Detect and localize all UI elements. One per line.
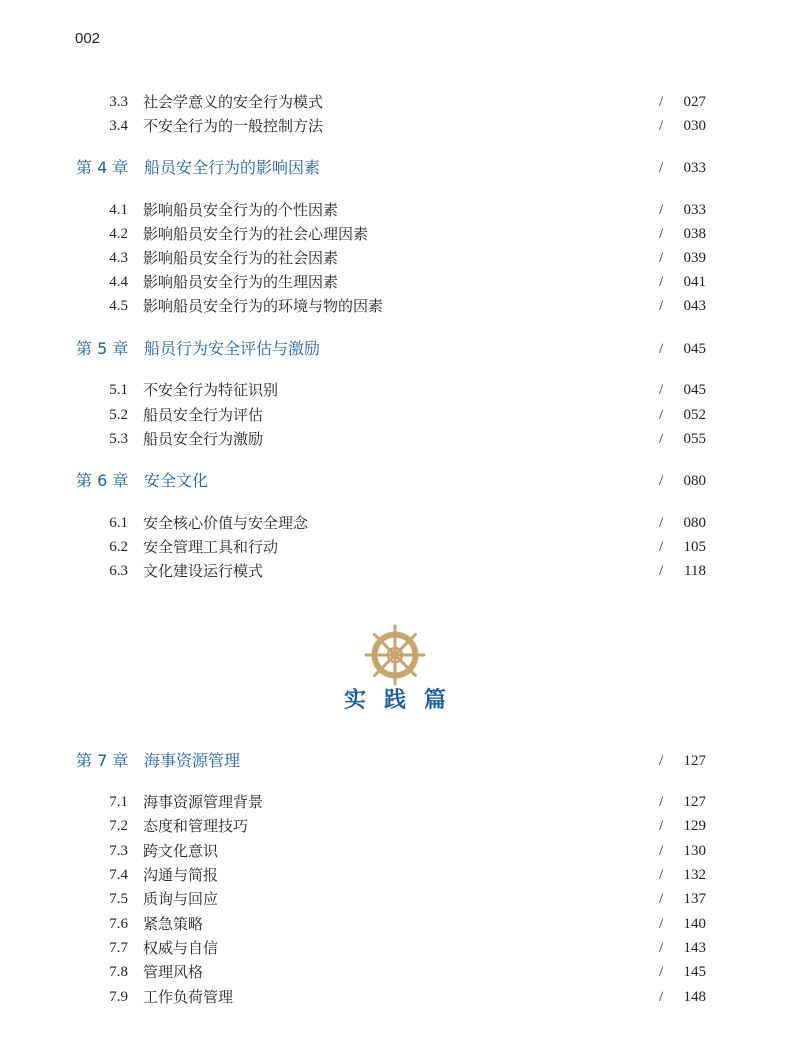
toc-entry[interactable]	[0, 427, 790, 451]
separator-slash: /	[659, 226, 664, 242]
separator-slash: /	[659, 473, 664, 489]
section-title: 影响船员安全行为的生理因素	[143, 273, 339, 291]
chapter-label: 第 6 章	[76, 471, 129, 490]
section-title: 社会学意义的安全行为模式	[143, 93, 324, 111]
page-ref: 045	[683, 382, 706, 398]
page-ref: 129	[683, 818, 706, 834]
page-ref: 143	[683, 940, 706, 956]
section-title: 不安全行为特征识别	[143, 381, 279, 399]
separator-slash: /	[659, 794, 664, 810]
toc-entry[interactable]	[0, 246, 790, 270]
chapter-label: 第 4 章	[76, 158, 129, 177]
page-ref: 055	[683, 431, 706, 447]
section-number: 3.4	[109, 118, 128, 134]
part-title: 实践篇	[343, 687, 464, 713]
chapter-label: 第 7 章	[76, 751, 129, 770]
section-number: 7.8	[109, 964, 128, 980]
separator-slash: /	[659, 989, 664, 1005]
toc-entry[interactable]	[0, 936, 790, 960]
page-ref: 127	[683, 794, 706, 810]
page-ref: 039	[683, 250, 706, 266]
separator-slash: /	[659, 539, 664, 555]
separator-slash: /	[659, 916, 664, 932]
section-title: 管理风格	[143, 963, 204, 981]
section-title: 沟通与简报	[143, 866, 219, 884]
section-number: 5.1	[109, 382, 128, 398]
page-ref: 043	[683, 298, 706, 314]
section-title: 不安全行为的一般控制方法	[143, 117, 324, 135]
page-ref: 045	[683, 341, 706, 357]
toc-entry[interactable]	[0, 790, 790, 814]
toc-entry[interactable]	[0, 511, 790, 535]
section-number: 4.4	[109, 274, 128, 290]
page-ref: 148	[683, 989, 706, 1005]
section-title: 态度和管理技巧	[143, 817, 249, 835]
chapter-label: 第 5 章	[76, 339, 129, 358]
section-title: 跨文化意识	[143, 842, 219, 860]
page-ref: 080	[683, 473, 706, 489]
toc-entry[interactable]	[0, 198, 790, 222]
toc-entry[interactable]	[0, 839, 790, 863]
separator-slash: /	[659, 563, 664, 579]
separator-slash: /	[659, 160, 664, 176]
toc-entry[interactable]	[0, 270, 790, 294]
section-title: 安全管理工具和行动	[143, 538, 279, 556]
page-ref: 041	[683, 274, 706, 290]
section-title: 影响船员安全行为的社会因素	[143, 249, 339, 267]
ship-wheel-icon	[364, 624, 426, 686]
chapter-heading[interactable]	[0, 337, 790, 361]
section-number: 4.5	[109, 298, 128, 314]
toc-entry[interactable]	[0, 535, 790, 559]
page-ref: 137	[683, 891, 706, 907]
chapter-title: 船员安全行为的影响因素	[144, 158, 321, 177]
section-number: 4.1	[109, 202, 128, 218]
separator-slash: /	[659, 382, 664, 398]
page-ref: 140	[683, 916, 706, 932]
toc-entry[interactable]	[0, 912, 790, 936]
separator-slash: /	[659, 407, 664, 423]
separator-slash: /	[659, 753, 664, 769]
page-ref: 038	[683, 226, 706, 242]
section-number: 7.9	[109, 989, 128, 1005]
chapter-heading[interactable]	[0, 156, 790, 180]
toc-entry[interactable]	[0, 114, 790, 138]
section-number: 7.2	[109, 818, 128, 834]
section-title: 安全核心价值与安全理念	[143, 514, 309, 532]
chapter-title: 船员行为安全评估与激励	[144, 339, 321, 358]
section-number: 5.3	[109, 431, 128, 447]
chapter-title: 安全文化	[144, 471, 209, 490]
section-number: 4.2	[109, 226, 128, 242]
section-number: 5.2	[109, 407, 128, 423]
toc-entry[interactable]	[0, 90, 790, 114]
separator-slash: /	[659, 891, 664, 907]
separator-slash: /	[659, 431, 664, 447]
section-number: 7.1	[109, 794, 128, 810]
chapter-title: 海事资源管理	[144, 751, 241, 770]
toc-entry[interactable]	[0, 960, 790, 984]
toc-entry[interactable]	[0, 403, 790, 427]
section-number: 7.5	[109, 891, 128, 907]
section-number: 3.3	[109, 94, 128, 110]
section-number: 6.1	[109, 515, 128, 531]
section-title: 影响船员安全行为的个性因素	[143, 201, 339, 219]
section-number: 4.3	[109, 250, 128, 266]
section-number: 7.4	[109, 867, 128, 883]
page-ref: 052	[683, 407, 706, 423]
section-title: 文化建设运行模式	[143, 562, 264, 580]
toc-entry[interactable]	[0, 559, 790, 583]
section-title: 船员安全行为评估	[143, 406, 264, 424]
page-number: 002	[75, 30, 101, 47]
page-ref: 105	[683, 539, 706, 555]
toc-entry[interactable]	[0, 985, 790, 1009]
separator-slash: /	[659, 202, 664, 218]
section-title: 权威与自信	[143, 939, 219, 957]
page-ref: 130	[683, 843, 706, 859]
section-title: 紧急策略	[143, 915, 204, 933]
separator-slash: /	[659, 250, 664, 266]
toc-entry[interactable]	[0, 222, 790, 246]
separator-slash: /	[659, 940, 664, 956]
toc-entry[interactable]	[0, 294, 790, 318]
toc-entry[interactable]	[0, 378, 790, 402]
separator-slash: /	[659, 818, 664, 834]
separator-slash: /	[659, 964, 664, 980]
section-number: 7.7	[109, 940, 128, 956]
page-ref: 033	[683, 202, 706, 218]
separator-slash: /	[659, 843, 664, 859]
page-ref: 118	[684, 563, 706, 579]
section-number: 6.3	[109, 563, 128, 579]
section-number: 6.2	[109, 539, 128, 555]
separator-slash: /	[659, 118, 664, 134]
page-ref: 080	[683, 515, 706, 531]
separator-slash: /	[659, 515, 664, 531]
page-ref: 030	[683, 118, 706, 134]
separator-slash: /	[659, 867, 664, 883]
chapter-heading[interactable]	[0, 469, 790, 493]
section-title: 影响船员安全行为的环境与物的因素	[143, 297, 384, 315]
section-number: 7.6	[109, 916, 128, 932]
separator-slash: /	[659, 94, 664, 110]
separator-slash: /	[659, 341, 664, 357]
page-ref: 145	[683, 964, 706, 980]
section-title: 海事资源管理背景	[143, 793, 264, 811]
chapter-heading[interactable]	[0, 749, 790, 773]
page-ref: 132	[683, 867, 706, 883]
toc-entry[interactable]	[0, 887, 790, 911]
section-title: 影响船员安全行为的社会心理因素	[143, 225, 369, 243]
toc-entry[interactable]	[0, 814, 790, 838]
section-number: 7.3	[109, 843, 128, 859]
section-title: 船员安全行为激励	[143, 430, 264, 448]
separator-slash: /	[659, 274, 664, 290]
toc-entry[interactable]	[0, 863, 790, 887]
page-ref: 027	[683, 94, 706, 110]
page-ref: 127	[683, 753, 706, 769]
page-ref: 033	[683, 160, 706, 176]
section-title: 质询与回应	[143, 890, 219, 908]
separator-slash: /	[659, 298, 664, 314]
section-title: 工作负荷管理	[143, 988, 234, 1006]
